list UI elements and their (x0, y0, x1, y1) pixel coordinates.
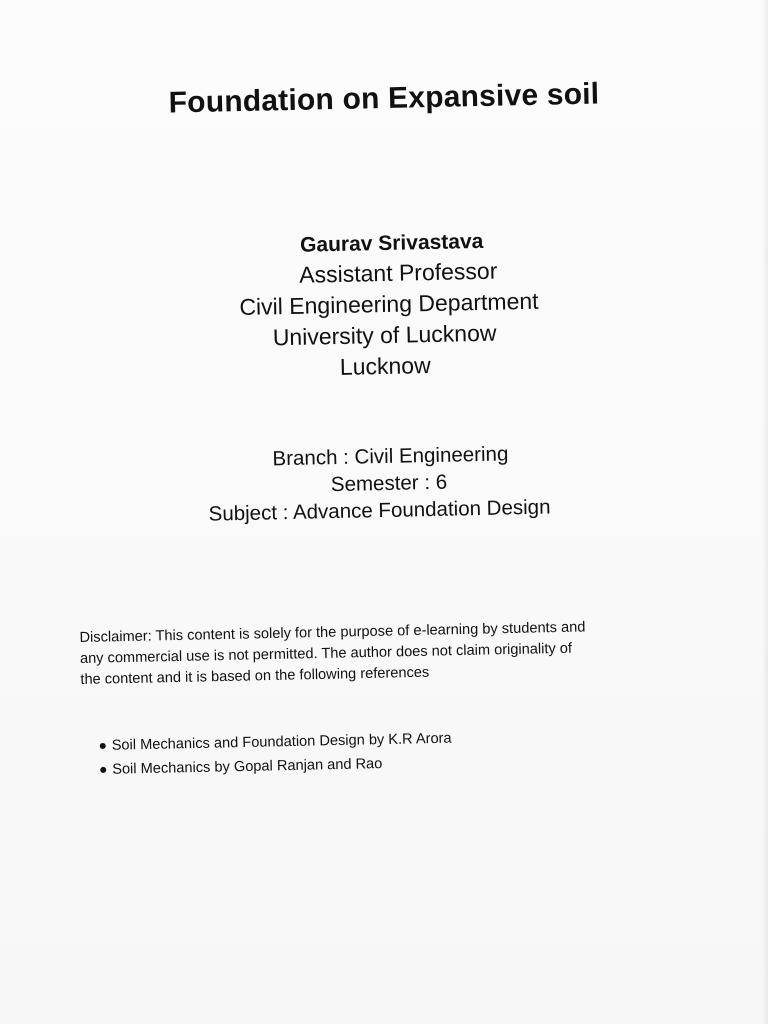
reference-text: Soil Mechanics and Foundation Design by K.R Arora (111, 730, 452, 754)
author-designation: Assistant Professor (298, 257, 498, 288)
course-semester: Semester : 6 (330, 470, 448, 497)
course-branch: Branch : Civil Engineering (272, 442, 509, 471)
author-city: Lucknow (339, 352, 431, 380)
author-university: University of Lucknow (272, 319, 497, 351)
author-name: Gaurav Srivastava (299, 229, 484, 257)
course-subject: Subject : Advance Foundation Design (208, 495, 551, 526)
disclaimer-line-2: any commercial use is not permitted. The author does not claim originality of (79, 640, 573, 667)
document-title: Foundation on Expansive soil (168, 77, 600, 120)
disclaimer-paragraph (79, 615, 690, 691)
reference-text: Soil Mechanics by Gopal Ranjan and Rao (112, 756, 383, 778)
bullet-icon (100, 743, 106, 749)
bullet-icon (100, 767, 106, 773)
course-info-block (0, 435, 768, 532)
author-department: Civil Engineering Department (239, 287, 539, 321)
author-block (0, 222, 768, 390)
disclaimer-line-1: Disclaimer: This content is solely for the purpose of e-learning by students and (79, 619, 586, 647)
disclaimer-line-3: the content and it is based on the following references (80, 664, 430, 688)
references-list (99, 724, 600, 782)
